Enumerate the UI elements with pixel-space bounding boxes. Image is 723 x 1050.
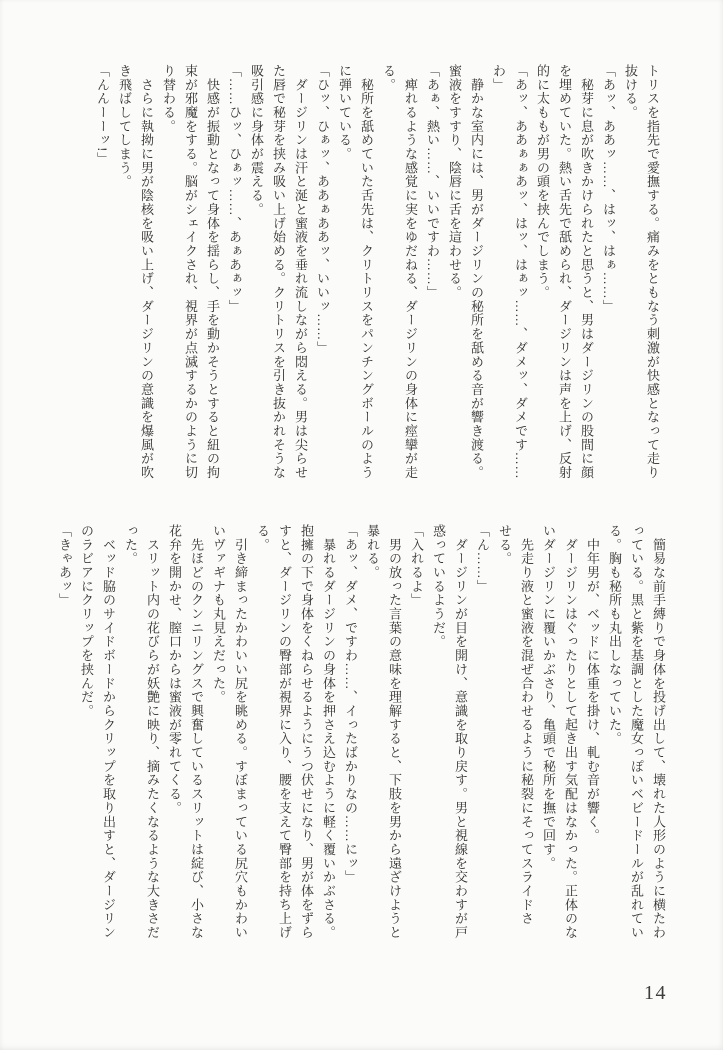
text-line: 「あぁ、熱い……、いいですわ……」 bbox=[425, 64, 440, 300]
text-line: さらに執拗に男が陰核を吸い上げ、ダージリンの意識を爆風が吹 bbox=[139, 64, 154, 480]
text-line: 先ほどのクンニリングスで興奮しているスリットは綻び、小さな bbox=[189, 524, 204, 940]
text-line: る。胸も秘所も丸出しなっていた。 bbox=[607, 524, 622, 746]
text-line: 「入れるよ」 bbox=[409, 524, 424, 608]
text-line: スリット内の花びらが妖艶に映り、摘みたくなるような大きさだ bbox=[145, 524, 160, 940]
text-line: 先走り液と蜜液を混ぜ合わせるように秘裂にそってスライドさ bbox=[519, 524, 534, 926]
text-line: た唇で秘芽を挟み吸い上げ始める。クリトリスを引き抜かれそうな bbox=[271, 64, 286, 480]
text-line: 「あッ、ああッ……、はッ、はぁ……」 bbox=[601, 64, 616, 314]
text-line: 「あッ、ダメ、ですわ……、イったばかりなの……にッ」 bbox=[343, 524, 358, 885]
text-line: り替わる。 bbox=[161, 64, 176, 134]
text-line: る。 bbox=[381, 64, 396, 92]
text-line: に弾いている。 bbox=[337, 64, 352, 161]
text-line: 束が邪魔をする。脳がシェイクされ、視界が点滅するかのように切 bbox=[183, 64, 198, 480]
text-line: いヴァギナも丸見えだった。 bbox=[211, 524, 226, 705]
text-line: すと、ダージリンの臀部が視界に入り、腰を支えて臀部を持ち上げ bbox=[277, 524, 292, 940]
text-line: 「ひッ、ひぁッ、ああぁああッ、いいッ……」 bbox=[315, 64, 330, 355]
text-line: 抱擁の下で身体をくねらせるようにうつ伏せになり、男が体をずら bbox=[299, 524, 314, 940]
text-line: 暴れるダージリンの身体を押さえ込むように軽く覆いかぶさる。 bbox=[321, 524, 336, 940]
text-line: ダージリンは汗と涎と蜜液を垂れ流しながら悶える。男は尖らせ bbox=[293, 64, 308, 480]
text-line: 暴れる。 bbox=[365, 524, 380, 580]
text-line: 痺れるような感覚に実をゆだねる、ダージリンの身体に痙攣が走 bbox=[403, 64, 418, 480]
text-line: 「あッ、ああぁぁあッ、はッ、はぁッ……、ダメッ、ダメです…… bbox=[513, 64, 528, 480]
text-line: 快感が振動となって身体を揺らし、手を動かそうとすると紐の拘 bbox=[205, 64, 220, 480]
text-line: 秘所を舐めていた舌先は、クリトリスをパンチングボールのよう bbox=[359, 64, 374, 480]
text-line: ダージリンが目を開け、意識を取り戻す。男と視線を交わすが戸 bbox=[453, 524, 468, 940]
text-line: 花弁を開かせ、膣口からは蜜液が零れてくる。 bbox=[167, 524, 182, 815]
text-line: き飛ばしてしまう。 bbox=[117, 64, 132, 189]
text-line: 静かな室内には、男がダージリンの秘所を舐める音が響き渡る。 bbox=[469, 64, 484, 480]
text-line: 吸引感に身体が震える。 bbox=[249, 64, 264, 217]
text-line: 「……ひッ、ひぁッ……、あぁあぁッ」 bbox=[227, 64, 242, 314]
text-line: 引き締まったかわいい尻を眺める。すぼまっている尻穴もかわい bbox=[233, 524, 248, 940]
text-line: ベッド脇のサイドボードからクリップを取り出すと、ダージリン bbox=[101, 524, 116, 940]
text-line: のラビアにクリップを挟んだ。 bbox=[79, 524, 94, 718]
text-line: 蜜液をすすり、陰唇に舌を這わせる。 bbox=[447, 64, 462, 300]
text-line: トリスを指先で愛撫する。痛みをともなう刺激が快感となって走り bbox=[645, 64, 660, 480]
page-number: 14 bbox=[644, 982, 667, 1004]
text-line: 「きゃあッ」 bbox=[57, 524, 72, 608]
text-line: る。 bbox=[255, 524, 270, 552]
text-line: 「ん……」 bbox=[475, 524, 490, 594]
text-line: 「んんーーッ!」 bbox=[95, 64, 110, 167]
text-line: っている。黒と紫を基調とした魔女っぽいベビードールが乱れてい bbox=[629, 524, 644, 940]
text-line: を埋めていた。熱い舌先で舐められ、ダージリンは声を上げ、反射 bbox=[557, 64, 572, 480]
text-line: 中年男が、ベッドに体重を掛け、軋む音が響く。 bbox=[585, 524, 600, 843]
text-line: 抜ける。 bbox=[623, 64, 638, 120]
text-line: 男の放った言葉の意味を理解すると、下肢を男から遠ざけようと bbox=[387, 524, 402, 940]
text-line: 惑っているようだ。 bbox=[431, 524, 446, 649]
text-line: った。 bbox=[123, 524, 138, 566]
text-line: 的に太ももが男の頭を挟んでしまう。 bbox=[535, 64, 550, 300]
text-line: ダージリンはぐったりとして起き出す気配はなかった。正体のな bbox=[563, 524, 578, 940]
text-block-top bbox=[91, 64, 663, 484]
text-line: 簡易な前手縛りで身体を投げ出して、壊れた人形のように横たわ bbox=[651, 524, 666, 940]
text-block-bottom bbox=[53, 524, 669, 960]
text-line: わ」 bbox=[491, 64, 506, 92]
text-line: 秘芽に息が吹きかけられたと思うと、男はダージリンの股間に顔 bbox=[579, 64, 594, 480]
text-line: せる。 bbox=[497, 524, 512, 566]
text-line: いダージリンに覆いかぶさり、亀頭で秘所を撫で回す。 bbox=[541, 524, 556, 871]
